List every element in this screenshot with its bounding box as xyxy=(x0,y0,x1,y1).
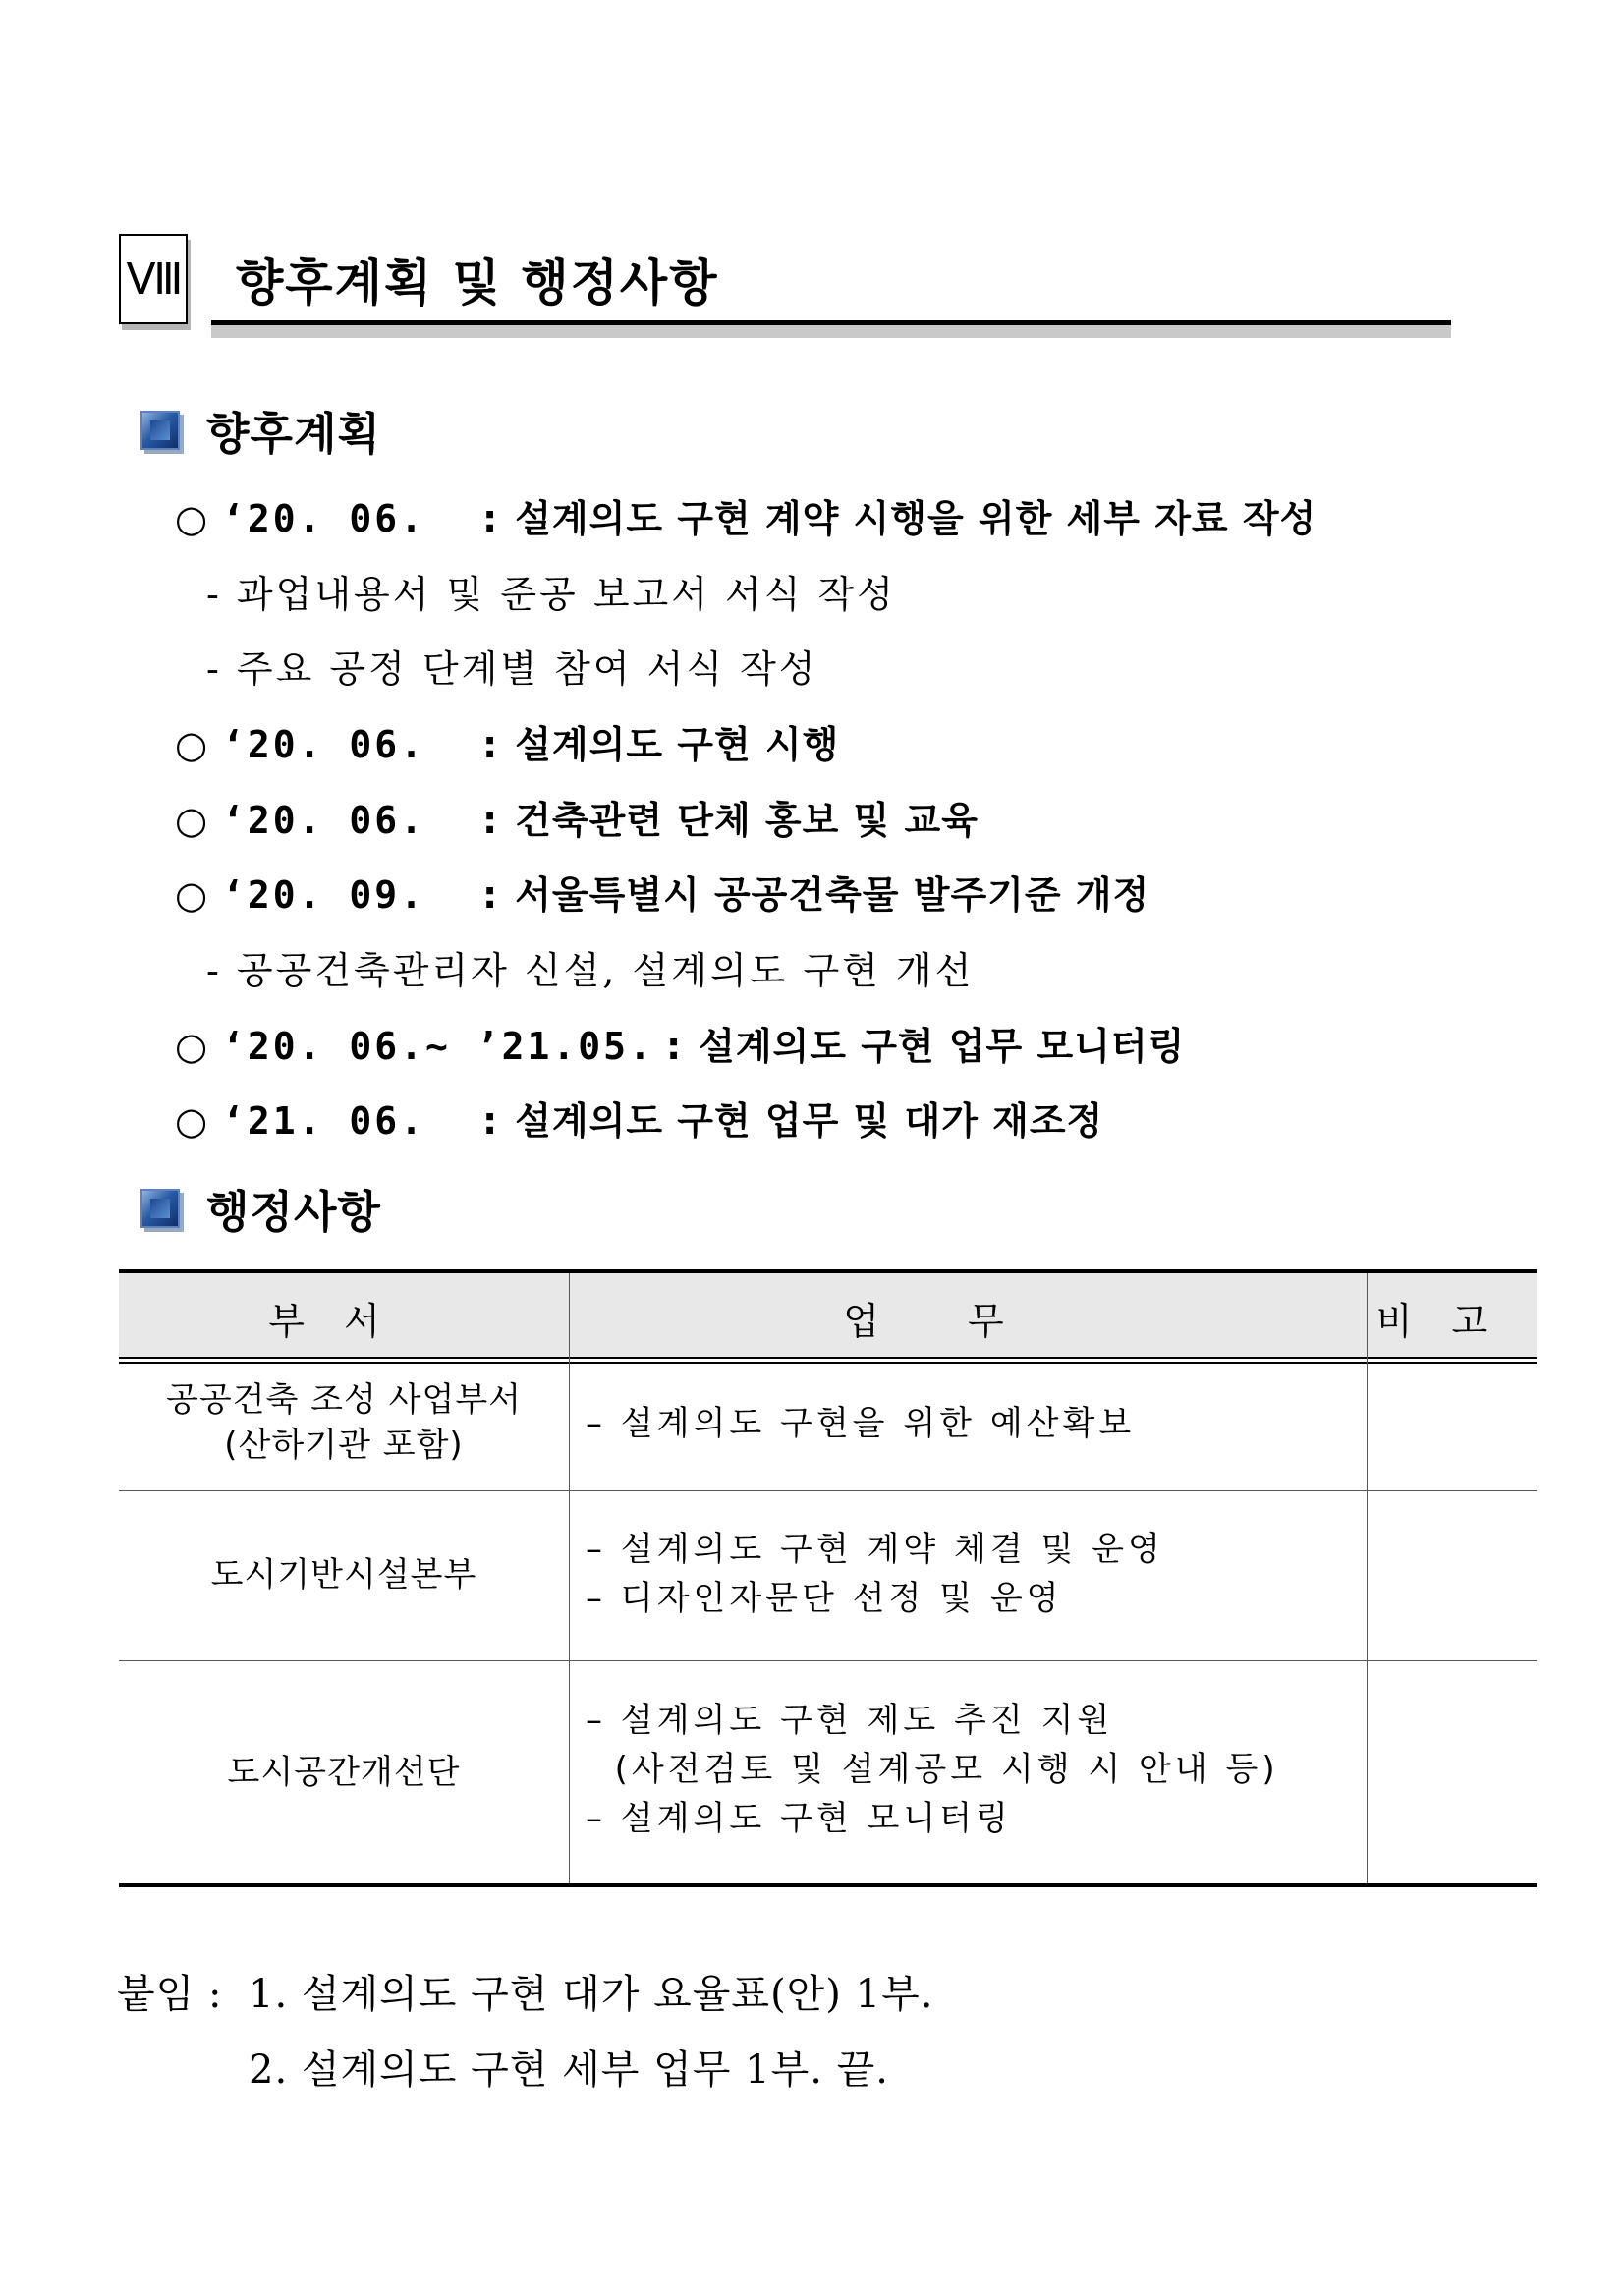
circle-bullet-icon: ○ xyxy=(175,799,208,842)
attachment-label: 붙임 : xyxy=(117,1972,223,2017)
plan-date: ‘20. 06. xyxy=(222,723,426,766)
table-cell-task: – 설계의도 구현 제도 추진 지원 (사전검토 및 설계공모 시행 시 안내 등) – 설계의도 구현 모니터링 xyxy=(586,1701,1279,1838)
plan-desc: 설계의도 구현 시행 xyxy=(515,723,840,766)
table-top-rule xyxy=(119,1269,1537,1273)
plan-subitem: - 공공건축관리자 신설, 설계의도 구현 개선 xyxy=(206,949,975,992)
admin-heading: 행정사항 xyxy=(206,1186,381,1238)
table-cell-task: – 설계의도 구현을 위한 예산확보 xyxy=(586,1404,1136,1443)
plan-date: ‘21. 06. xyxy=(222,1099,426,1143)
square-bullet-icon xyxy=(140,1189,180,1228)
attachment-item: 1. 설계의도 구현 대가 요율표(안) 1부. xyxy=(249,1972,934,2017)
plan-subitem: - 주요 공정 단계별 참여 서식 작성 xyxy=(206,647,818,691)
section-title: 향후계획 및 행정사항 xyxy=(236,254,719,311)
plan-heading: 향후계획 xyxy=(206,408,381,460)
square-bullet-icon xyxy=(140,411,180,450)
plan-item: ○ ‘20. 09. : 서울특별시 공공건축물 발주기준 개정 xyxy=(175,870,1149,920)
attachment-item: 2. 설계의도 구현 세부 업무 1부. 끝. xyxy=(249,2047,890,2093)
circle-bullet-icon: ○ xyxy=(175,723,208,766)
table-cell-task: – 설계의도 구현 계약 체결 및 운영 – 디자인자문단 선정 및 운영 xyxy=(586,1530,1164,1618)
section-number-box xyxy=(119,234,188,324)
plan-desc: 설계의도 구현 업무 모니터링 xyxy=(699,1025,1186,1068)
circle-bullet-icon: ○ xyxy=(175,873,208,917)
table-cell-dept: 도시기반시설본부 xyxy=(210,1555,477,1595)
circle-bullet-icon: ○ xyxy=(175,1099,208,1143)
table-bottom-rule xyxy=(119,1883,1537,1887)
circle-bullet-icon: ○ xyxy=(175,497,208,540)
table-cell-dept: 도시공간개선단 xyxy=(227,1753,461,1792)
plan-desc: 설계의도 구현 업무 및 대가 재조정 xyxy=(515,1099,1104,1143)
plan-item: ○ ‘21. 06. : 설계의도 구현 업무 및 대가 재조정 xyxy=(175,1096,1103,1146)
plan-date: ‘20. 09. xyxy=(222,873,426,917)
plan-date: ‘20. 06. xyxy=(222,799,426,842)
plan-date: ‘20. 06.~ ’21.05. xyxy=(222,1025,654,1068)
plan-subitem: - 과업내용서 및 준공 보고서 서식 작성 xyxy=(206,573,896,616)
section-numeral: Ⅷ xyxy=(126,254,181,304)
plan-desc: 서울특별시 공공건축물 발주기준 개정 xyxy=(515,873,1150,917)
table-cell-dept: 공공건축 조성 사업부서 (산하기관 포함) xyxy=(165,1380,523,1465)
title-underline-shadow xyxy=(211,325,1451,338)
plan-item: ○ ‘20. 06. : 설계의도 구현 시행 xyxy=(175,720,839,769)
plan-date: ‘20. 06. xyxy=(222,497,426,540)
plan-item: ○ ‘20. 06. : 설계의도 구현 계약 시행을 위한 세부 자료 작성 xyxy=(175,494,1316,543)
plan-desc: 설계의도 구현 계약 시행을 위한 세부 자료 작성 xyxy=(515,497,1317,540)
table-header-dept: 부서 xyxy=(268,1300,420,1343)
circle-bullet-icon: ○ xyxy=(175,1025,208,1068)
plan-item: ○ ‘20. 06. : 건축관련 단체 홍보 및 교육 xyxy=(175,796,979,845)
table-header-task: 업무 xyxy=(843,1300,1092,1343)
plan-desc: 건축관련 단체 홍보 및 교육 xyxy=(515,799,979,842)
table-header-note: 비고 xyxy=(1375,1300,1528,1343)
plan-item: ○ ‘20. 06.~ ’21.05. : 설계의도 구현 업무 모니터링 xyxy=(175,1022,1185,1071)
